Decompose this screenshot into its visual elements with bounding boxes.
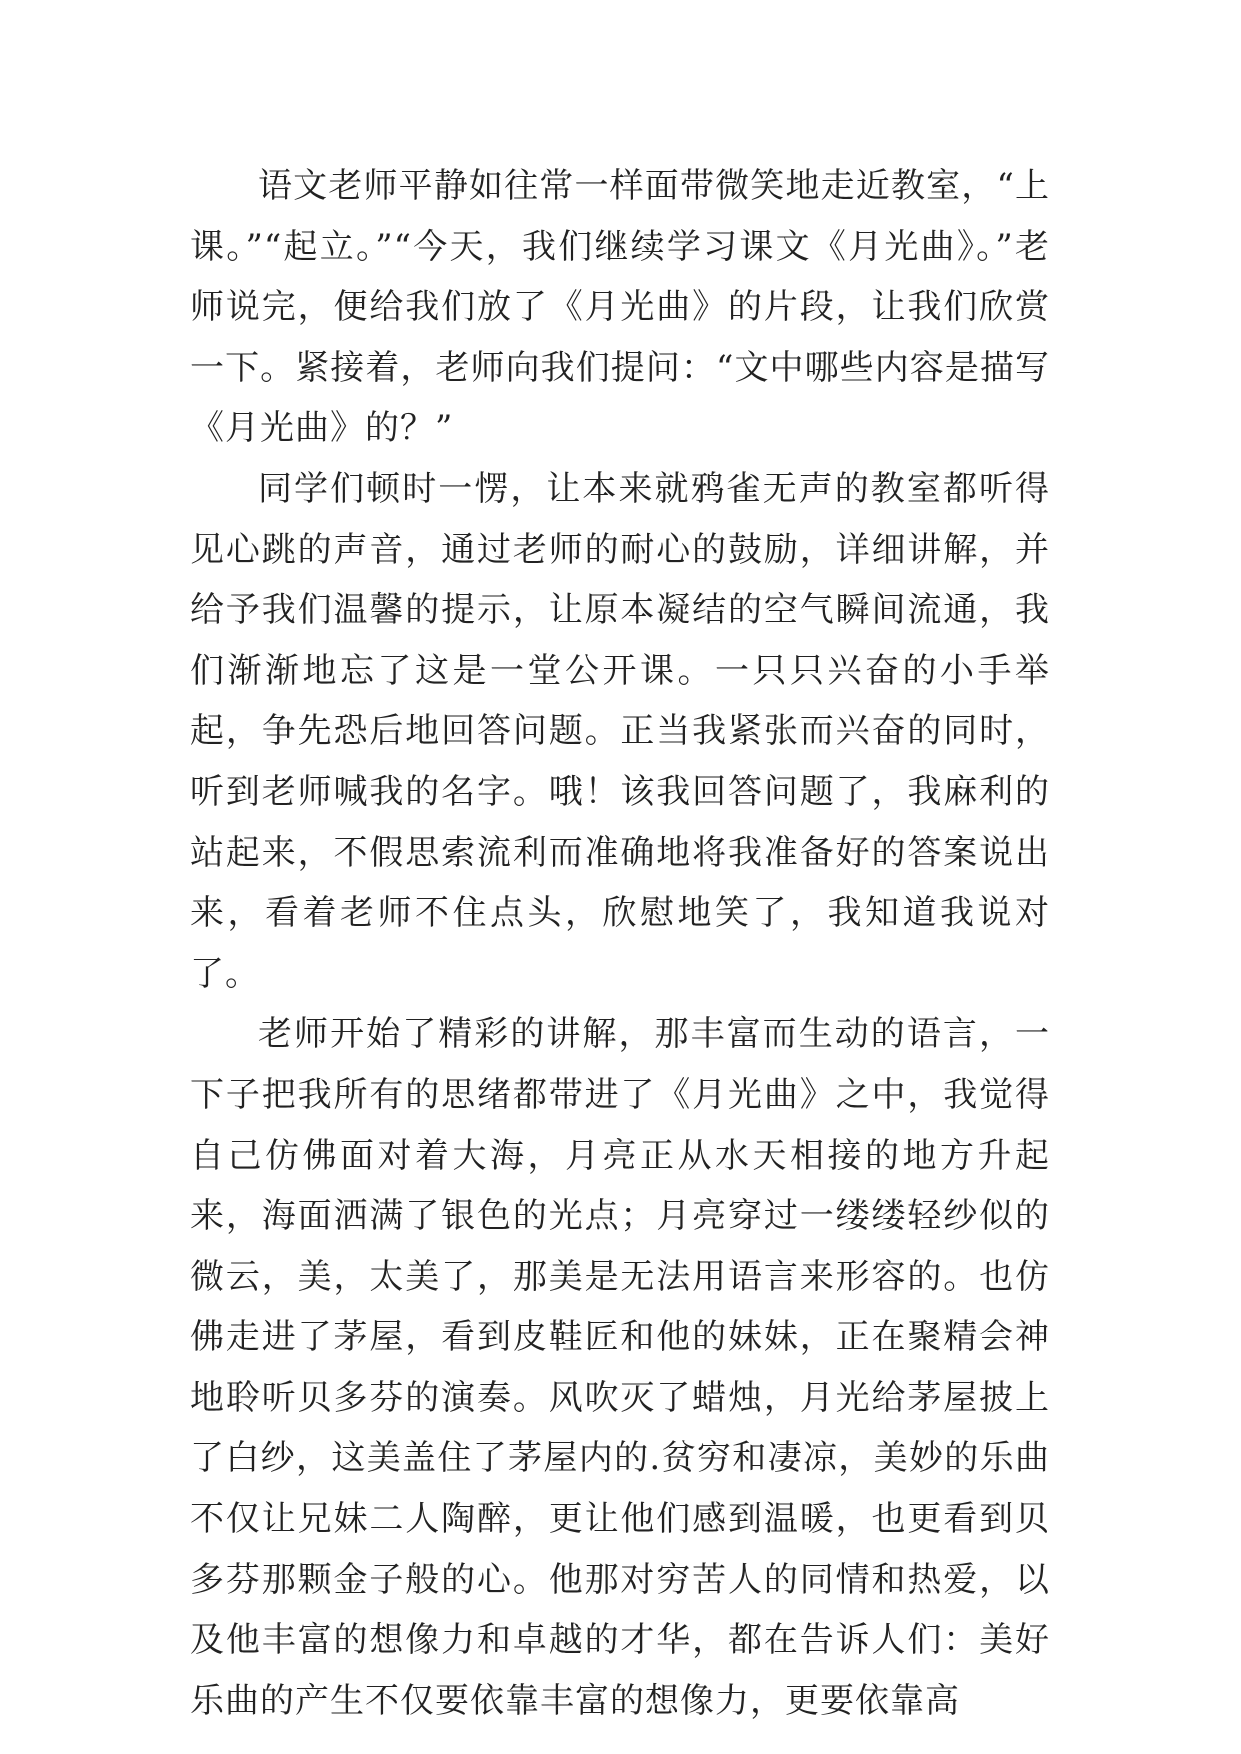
paragraph-2: 同学们顿时一愣，让本来就鸦雀无声的教室都听得见心跳的声音，通过老师的耐心的鼓励，详细讲解，并给予我们温馨的提示，让原本凝结的空气瞬间流通，我们渐渐地忘了这是一堂公开课。一只只兴奋的小手举起，争先恐后地回答问题。正当我紧张而兴奋的同时，听到老师喊我的名字。哦！该我回答问题了，我麻利的站起来，不假思索流利而准确地将我准备好的答案说出来，看着老师不住点头，欣慰地笑了，我知道我说对了。 <box>190 468 1050 994</box>
paragraph-3: 老师开始了精彩的讲解，那丰富而生动的语言，一下子把我所有的思绪都带进了《月光曲》之中，我觉得自己仿佛面对着大海，月亮正从水天相接的地方升起来，海面洒满了银色的光点；月亮穿过一缕缕轻纱似的微云，美，太美了，那美是无法用语言来形容的。也仿佛走进了茅屋，看到皮鞋匠和他的妹妹，正在聚精会神地聆听贝多芬的演奏。风吹灭了蜡烛，月光给茅屋披上了白纱，这美盖住了茅屋内的.贫穷和凄凉，美妙的乐曲不仅让兄妹二人陶醉，更让他们感到温暖，也更看到贝多芬那颗金子般的心。他那对穷苦人的同情和热爱，以及他丰富的想像力和卓越的才华，都在告诉人们：美好乐曲的产生不仅要依靠丰富的想像力，更要依靠高 <box>190 1014 1050 1721</box>
document-body <box>190 156 1050 1731</box>
paragraph-1: 语文老师平静如往常一样面带微笑地走近教室，“上课。”“起立。”“今天，我们继续学习课文《月光曲》。”老师说完，便给我们放了《月光曲》的片段，让我们欣赏一下。紧接着，老师向我们提问：“文中哪些内容是描写《月光曲》的？” <box>190 166 1050 449</box>
